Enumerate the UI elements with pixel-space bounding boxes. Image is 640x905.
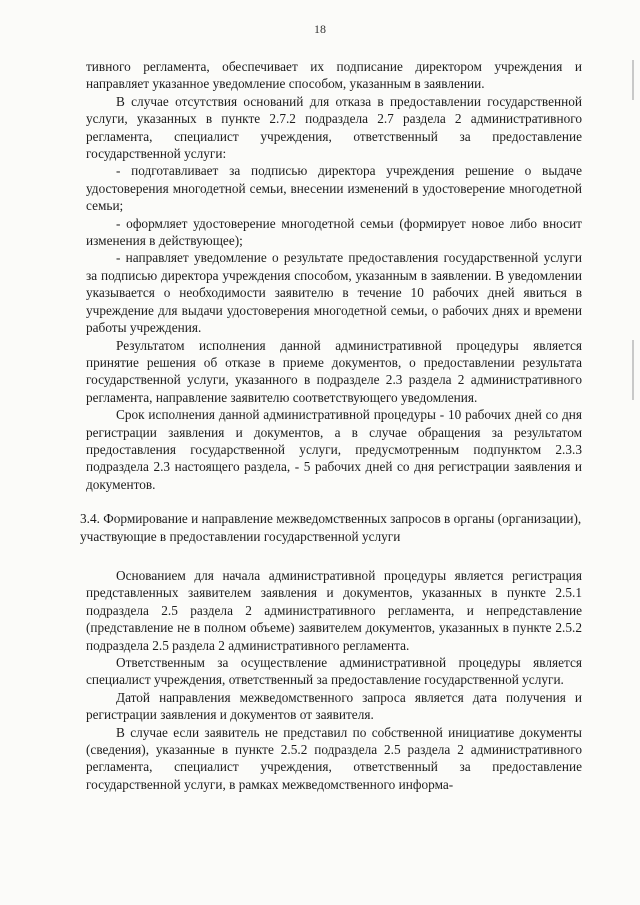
paragraph: тивного регламента, обеспечивает их подписание директором учреждения и направляет указанное уведомление способом, указанным в заявлении. <box>86 59 582 92</box>
list-item: - направляет уведомление о результате предоставления государственной услуги за подписью директора учреждения способом, указанным в заявлении. В уведомлении указывается о необходимости заявителю в течение 10 рабочих дней явиться в учреждение для выдачи удостоверения многодетной семьи, о рабочих днях и времени работы учреждения. <box>86 250 582 336</box>
paragraph: Основанием для начала административной процедуры является регистрация представленных заявителем заявления и документов, указанных в пункте 2.5.1 подраздела 2.5 раздела 2 административного регламента, и непредставление (представление не в полном объеме) заявителем документов, указанных в пункте 2.5.2 подраздела 2.5 раздела 2 административного регламента. <box>86 567 582 653</box>
page-number: 18 <box>314 22 326 36</box>
list-item: - подготавливает за подписью директора учреждения решение о выдаче удостоверения многодетной семьи, внесении изменений в удостоверение многодетной семьи; <box>86 163 582 214</box>
list-item: - оформляет удостоверение многодетной семьи (формирует новое либо вносит изменения в действующее); <box>86 215 582 249</box>
scan-edge-mark <box>632 60 634 100</box>
paragraph: Срок исполнения данной административной процедуры - 10 рабочих дней со дня регистрации заявления и документов, а в случае обращения за результатом предоставления государственной услуги, предусмотренным подпунктом 2.3.3 подраздела 2.3 настоящего раздела, - 5 рабочих дней со дня регистрации заявления и документов. <box>86 407 582 492</box>
paragraph: В случае если заявитель не представил по собственной инициативе документы (сведения), указанные в пункте 2.5.2 подраздела 2.5 раздела 2 административного регламента, специалист учреждения, ответственный за предоставление государственной услуги, в рамках межведомственного информа- <box>86 724 582 792</box>
paragraph: Ответственным за осуществление административной процедуры является специалист учреждения, ответственный за предоставление государственной услуги. <box>86 655 582 688</box>
section-heading: 3.4. Формирование и направление межведомственных запросов в органы (организации), участвующие в предоставлении государственной услуги <box>80 511 582 544</box>
page-content <box>80 58 582 793</box>
paragraph: В случае отсутствия оснований для отказа в предоставлении государственной услуги, указанных в пункте 2.7.2 подраздела 2.7 раздела 2 административного регламента, специалист учреждения, ответственный за предоставление государственной услуги: <box>86 93 582 162</box>
paragraph: Датой направления межведомственного запроса является дата получения и регистрации заявления и документов от заявителя. <box>86 689 582 723</box>
paragraph: Результатом исполнения данной административной процедуры является принятие решения об отказе в приеме документов, о предоставлении результата государственной услуги, указанного в подразделе 2.3 раздела 2 административного регламента, направление заявителю соответствующего уведомления. <box>86 337 582 405</box>
scan-edge-mark <box>632 340 634 400</box>
